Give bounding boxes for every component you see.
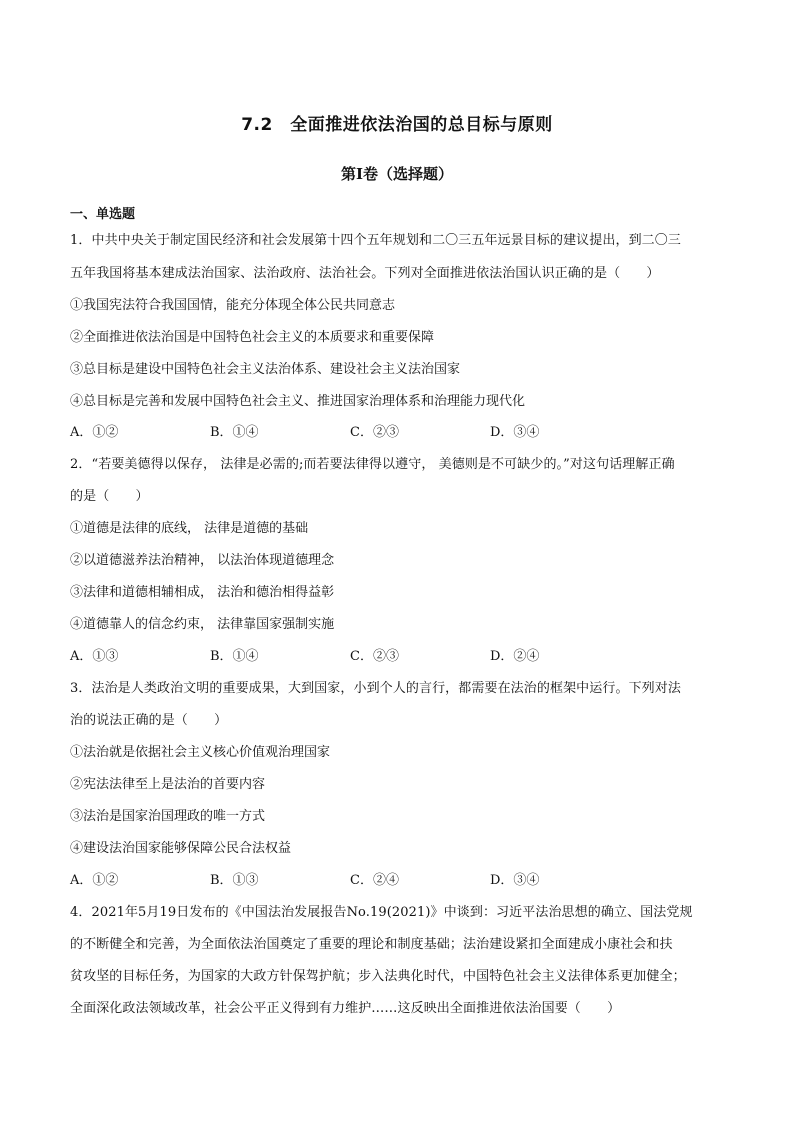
question-2-option-a[interactable]: A．①③: [70, 649, 119, 664]
question-3-option-a[interactable]: A．①②: [70, 873, 119, 888]
question-1-item-4: ④总目标是完善和发展中国特色社会主义、推进国家治理体系和治理能力现代化: [70, 394, 526, 409]
question-3-item-1: ①法治就是依据社会主义核心价值观治理国家: [70, 745, 331, 760]
question-1-option-b[interactable]: B．①④: [210, 425, 259, 440]
page-title: 7.2 全面推进依法治国的总目标与原则: [241, 115, 553, 135]
question-3-option-c[interactable]: C．②④: [350, 873, 399, 888]
question-4-stem-line-2: 的不断健全和完善，为全面依法治国奠定了重要的理论和制度基础；法治建设紧扣全面建成小康社会和扶: [70, 937, 673, 952]
question-1-stem-line-2: 五年我国将基本建成法治国家、法治政府、法治社会。下列对全面推进依法治国认识正确的是（ ）: [70, 266, 660, 281]
question-3-item-3: ③法治是国家治国理政的唯一方式: [70, 809, 266, 824]
question-2-stem-line-1: 2．“若要美德得以保存， 法律是必需的;而若要法律得以遵守， 美德则是不可缺少的。”对这句话理解正确: [70, 457, 675, 472]
question-1-stem-line-1: 1．中共中央关于制定国民经济和社会发展第十四个五年规划和二〇三五年远景目标的建议提出，到二〇三: [70, 233, 681, 248]
question-2-stem-line-2: 的是（ ）: [70, 489, 149, 504]
question-3-stem-line-2: 治的说法正确的是（ ）: [70, 713, 228, 728]
question-1-item-3: ③总目标是建设中国特色社会主义法治体系、建设社会主义法治国家: [70, 362, 461, 377]
question-2-item-2: ②以道德滋养法治精神， 以法治体现道德理念: [70, 553, 335, 568]
question-3-stem-line-1: 3．法治是人类政治文明的重要成果，大到国家，小到个人的言行，都需要在法治的框架中运行。下列对法: [70, 681, 681, 696]
question-2-option-d[interactable]: D．②④: [490, 649, 540, 664]
question-3-option-b[interactable]: B．①③: [210, 873, 259, 888]
question-1-item-2: ②全面推进依法治国是中国特色社会主义的本质要求和重要保障: [70, 330, 435, 345]
question-4-stem-line-4: 全面深化政法领域改革，社会公平正义得到有力维护……这反映出全面推进依法治国要（ ）: [70, 1001, 621, 1016]
volume-subtitle: 第I卷（选择题）: [340, 165, 454, 183]
question-1-option-d[interactable]: D．③④: [490, 425, 540, 440]
question-3-item-4: ④建设法治国家能够保障公民合法权益: [70, 841, 292, 856]
question-1-option-c[interactable]: C．②③: [350, 425, 399, 440]
question-2-item-3: ③法律和道德相辅相成， 法治和德治相得益彰: [70, 585, 335, 600]
question-3-option-d[interactable]: D．③④: [490, 873, 540, 888]
question-3-item-2: ②宪法法律至上是法治的首要内容: [70, 777, 266, 792]
question-1-item-1: ①我国宪法符合我国国情，能充分体现全体公民共同意志: [70, 298, 396, 313]
question-4-stem-line-1: 4．2021年5月19日发布的《中国法治发展报告No.19(2021)》中谈到：习近平法治思想的确立、国法党规: [70, 905, 693, 920]
question-2-item-4: ④道德靠人的信念约束， 法律靠国家强制实施: [70, 617, 335, 632]
question-4-stem-line-3: 贫攻坚的目标任务，为国家的大政方针保驾护航；步入法典化时代，中国特色社会主义法律体系更加健全；: [70, 969, 686, 984]
question-2-option-c[interactable]: C．②③: [350, 649, 399, 664]
question-2-option-b[interactable]: B．①④: [210, 649, 259, 664]
question-1-option-a[interactable]: A．①②: [70, 425, 119, 440]
question-2-item-1: ①道德是法律的底线， 法律是道德的基础: [70, 521, 309, 536]
section-heading: 一、单选题: [70, 207, 136, 222]
